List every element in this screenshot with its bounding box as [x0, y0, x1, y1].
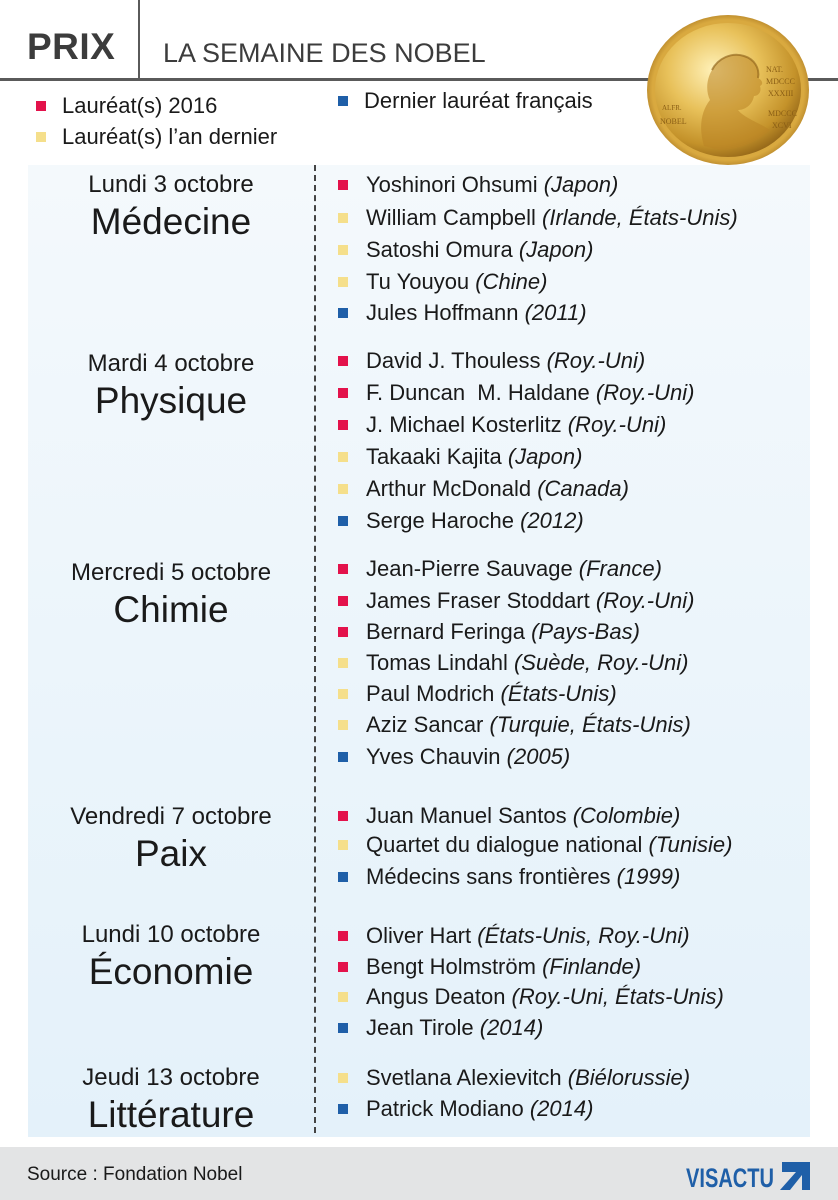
- blue-square-icon: [338, 872, 348, 882]
- laureate-name: James Fraser Stoddart: [366, 588, 596, 613]
- laureate-country: (Biélorussie): [567, 1065, 691, 1090]
- laureate-name: Patrick Modiano: [366, 1096, 530, 1121]
- laureate-name: Takaaki Kajita: [366, 444, 508, 469]
- laureate-item: [338, 588, 694, 614]
- laureate-item: [338, 508, 584, 534]
- laureate-name: Aziz Sancar: [366, 712, 490, 737]
- yellow-square-icon: [338, 992, 348, 1002]
- section-title: PRIX: [27, 26, 116, 67]
- yellow-square-icon: [36, 132, 46, 142]
- header-divider: [138, 0, 140, 80]
- red-square-icon: [338, 931, 348, 941]
- laureate-country: (2014): [479, 1015, 544, 1040]
- laureate-item: [338, 954, 641, 980]
- blue-square-icon: [338, 1023, 348, 1033]
- legend-label: Lauréat(s) l’an dernier: [62, 124, 278, 149]
- svg-text:XCVI: XCVI: [772, 121, 792, 130]
- laureate-name: Quartet du dialogue national: [366, 832, 649, 857]
- red-square-icon: [36, 101, 46, 111]
- laureate-country: (2011): [524, 300, 587, 325]
- laureate-item: [338, 237, 593, 263]
- laureate-item: [338, 712, 691, 738]
- source-text: Source : Fondation Nobel: [27, 1164, 243, 1185]
- laureate-item: [338, 348, 645, 374]
- yellow-square-icon: [338, 245, 348, 255]
- yellow-square-icon: [338, 484, 348, 494]
- laureate-country: (France): [578, 556, 662, 581]
- laureate-name: Jean Tirole: [366, 1015, 480, 1040]
- yellow-square-icon: [338, 840, 348, 850]
- red-square-icon: [338, 388, 348, 398]
- laureate-name: William Campbell: [366, 205, 543, 230]
- laureate-country: (États-Unis): [500, 681, 617, 706]
- svg-text:ALFR.: ALFR.: [662, 104, 682, 112]
- laureate-name: Arthur McDonald: [366, 476, 538, 501]
- laureate-item: [338, 923, 690, 949]
- laureate-name: Serge Haroche: [366, 508, 521, 533]
- yellow-square-icon: [338, 1073, 348, 1083]
- laureate-country: (Finlande): [542, 954, 642, 979]
- yellow-square-icon: [338, 720, 348, 730]
- laureate-item: [338, 744, 570, 770]
- nobel-medal-icon: [646, 14, 810, 166]
- prize-category: Chimie: [113, 589, 229, 630]
- laureate-item: [338, 650, 688, 676]
- laureate-item: [338, 172, 618, 198]
- yellow-square-icon: [338, 213, 348, 223]
- prize-category: Littérature: [87, 1094, 255, 1135]
- laureate-country: (Japon): [507, 444, 583, 469]
- laureate-item: [338, 984, 724, 1010]
- blue-square-icon: [338, 308, 348, 318]
- blue-square-icon: [338, 752, 348, 762]
- laureate-item: [338, 380, 695, 406]
- footer: [0, 1147, 838, 1200]
- laureate-country: (Tunisie): [648, 832, 733, 857]
- laureate-item: [338, 681, 617, 707]
- svg-text:VISACTU: VISACTU: [686, 1163, 774, 1192]
- laureate-item: [338, 1065, 690, 1091]
- blue-square-icon: [338, 516, 348, 526]
- laureate-country: (Roy.-Uni): [567, 412, 667, 437]
- red-square-icon: [338, 596, 348, 606]
- yellow-square-icon: [338, 452, 348, 462]
- laureate-country: (Roy.-Uni): [546, 348, 646, 373]
- laureate-country: (Chine): [475, 269, 548, 294]
- laureate-name: Tomas Lindahl: [366, 650, 514, 675]
- day-label: Lundi 10 octobre: [81, 921, 261, 948]
- laureate-country: (Suède, Roy.-Uni): [513, 650, 689, 675]
- day-label: Mercredi 5 octobre: [70, 559, 272, 586]
- prize-category: Physique: [94, 380, 248, 421]
- laureate-name: Médecins sans frontières: [366, 864, 617, 889]
- legend-laureate-2016: [36, 93, 217, 119]
- laureate-country: (Irlande, États-Unis): [542, 205, 738, 230]
- laureate-name: Bengt Holmström: [366, 954, 543, 979]
- laureate-name: Juan Manuel Santos: [366, 803, 573, 828]
- laureate-item: [338, 803, 680, 829]
- page-title: LA SEMAINE DES NOBEL: [163, 38, 486, 68]
- laureate-name: Yves Chauvin: [366, 744, 507, 769]
- laureate-name: Oliver Hart: [366, 923, 478, 948]
- laureate-item: [338, 619, 640, 645]
- svg-text:NAT.: NAT.: [766, 65, 783, 74]
- laureate-name: Paul Modrich: [366, 681, 501, 706]
- laureate-name: Yoshinori Ohsumi: [366, 172, 544, 197]
- laureate-name: Jules Hoffmann: [366, 300, 525, 325]
- prize-category: Médecine: [90, 201, 252, 242]
- laureate-country: (Colombie): [572, 803, 681, 828]
- column-divider: [314, 165, 316, 1133]
- laureate-country: (Turquie, États-Unis): [489, 712, 691, 737]
- laureate-country: (Pays-Bas): [531, 619, 640, 644]
- svg-text:MDCCC: MDCCC: [768, 109, 797, 118]
- prize-category: Paix: [135, 833, 207, 874]
- laureate-country: (2012): [520, 508, 584, 533]
- yellow-square-icon: [338, 277, 348, 287]
- laureate-country: (1999): [616, 864, 681, 889]
- laureate-country: (Roy.-Uni): [595, 380, 695, 405]
- yellow-square-icon: [338, 689, 348, 699]
- svg-text:MDCCC: MDCCC: [766, 77, 795, 86]
- laureate-name: David J. Thouless: [366, 348, 547, 373]
- legend-last-french: [338, 88, 593, 114]
- laureate-name: Tu Youyou: [366, 269, 476, 294]
- day-label: Lundi 3 octobre: [88, 171, 254, 198]
- laureate-country: (Japon): [543, 172, 619, 197]
- day-label: Mardi 4 octobre: [87, 350, 255, 377]
- blue-square-icon: [338, 1104, 348, 1114]
- laureate-item: [338, 444, 582, 470]
- day-label: Jeudi 13 octobre: [82, 1064, 260, 1091]
- laureate-country: (États-Unis, Roy.-Uni): [477, 923, 690, 948]
- visactu-logo: [686, 1158, 812, 1192]
- laureate-item: [338, 476, 629, 502]
- red-square-icon: [338, 627, 348, 637]
- laureate-country: (Japon): [518, 237, 594, 262]
- laureate-name: Bernard Feringa: [366, 619, 532, 644]
- laureate-name: F. Duncan M. Haldane: [366, 380, 596, 405]
- laureate-country: (Roy.-Uni): [595, 588, 695, 613]
- laureate-item: [338, 205, 738, 231]
- laureate-name: Satoshi Omura: [366, 237, 519, 262]
- svg-text:XXXIII: XXXIII: [768, 89, 794, 98]
- legend-last-year: [36, 124, 277, 150]
- prize-category: Économie: [88, 951, 254, 992]
- laureate-item: [338, 832, 733, 858]
- red-square-icon: [338, 811, 348, 821]
- red-square-icon: [338, 564, 348, 574]
- day-label: Vendredi 7 octobre: [70, 803, 272, 830]
- laureate-item: [338, 556, 662, 582]
- laureate-item: [338, 1015, 543, 1041]
- laureate-name: Jean-Pierre Sauvage: [366, 556, 579, 581]
- svg-text:NOBEL: NOBEL: [660, 117, 687, 126]
- legend-label: Lauréat(s) 2016: [62, 93, 218, 118]
- laureate-country: (Canada): [537, 476, 629, 501]
- laureate-name: Angus Deaton: [366, 984, 512, 1009]
- laureate-country: (Roy.-Uni, États-Unis): [511, 984, 724, 1009]
- laureate-item: [338, 269, 547, 295]
- laureate-item: [338, 1096, 593, 1122]
- red-square-icon: [338, 420, 348, 430]
- red-square-icon: [338, 180, 348, 190]
- legend-label: Dernier lauréat français: [364, 88, 593, 113]
- laureate-name: Svetlana Alexievitch: [366, 1065, 568, 1090]
- laureate-item: [338, 864, 680, 890]
- red-square-icon: [338, 356, 348, 366]
- red-square-icon: [338, 962, 348, 972]
- yellow-square-icon: [338, 658, 348, 668]
- laureate-item: [338, 412, 666, 438]
- laureate-name: J. Michael Kosterlitz: [366, 412, 568, 437]
- laureate-item: [338, 300, 587, 326]
- laureate-country: (2005): [506, 744, 571, 769]
- laureate-country: (2014): [529, 1096, 594, 1121]
- blue-square-icon: [338, 96, 348, 106]
